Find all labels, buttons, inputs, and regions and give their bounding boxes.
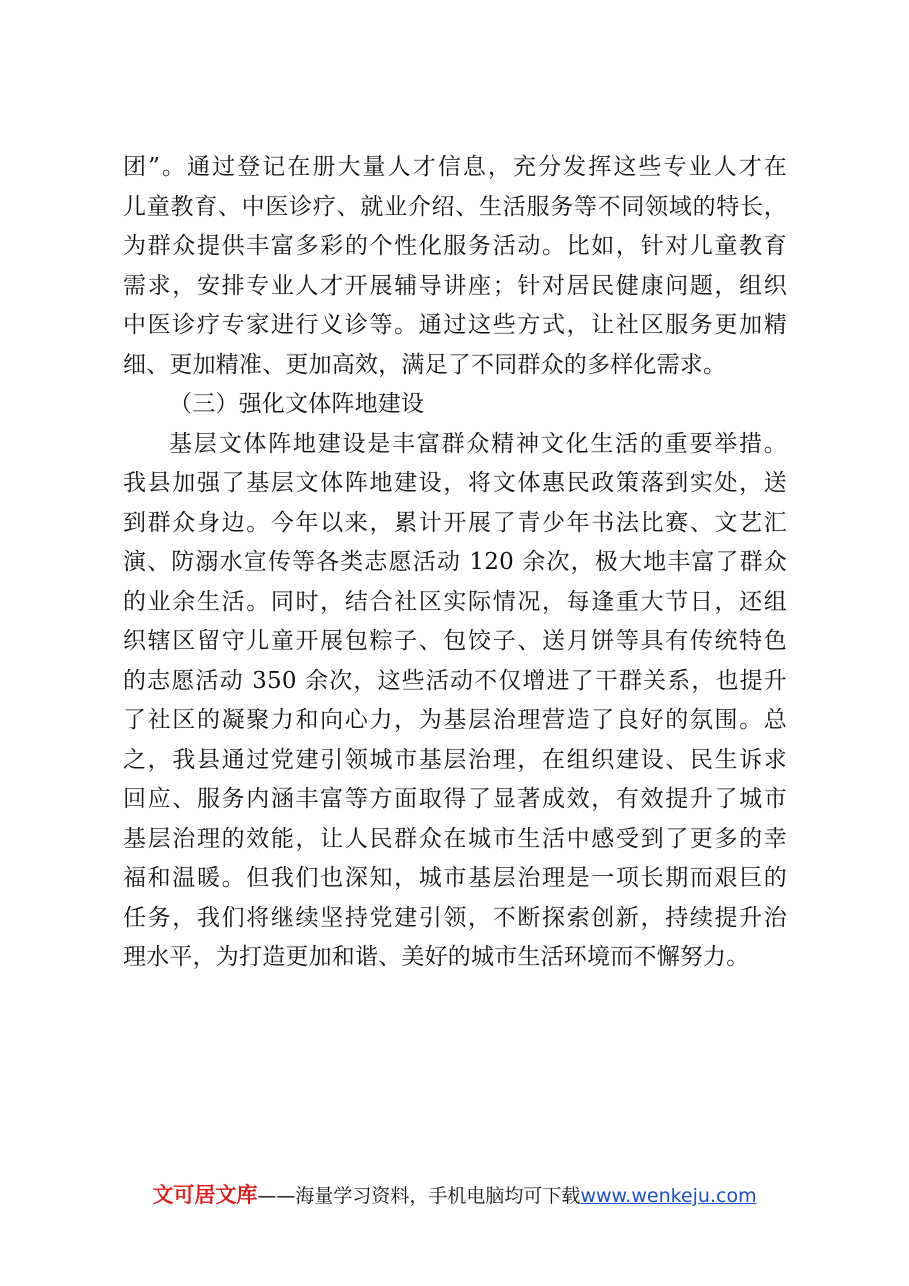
text-line: 基层治理的效能，让人民群众在城市生活中感受到了更多的幸 (123, 825, 787, 852)
text-line: 之，我县通过党建引领城市基层治理，在组织建设、民生诉求 (123, 746, 787, 773)
footer-brand: 文可居文库 (152, 1183, 258, 1207)
text-line: 中医诊疗专家进行义诊等。通过这些方式，让社区服务更加精 (123, 312, 787, 338)
paragraph-talent-services (123, 148, 787, 385)
text-line: 织辖区留守儿童开展包粽子、包饺子、送月饼等具有传统特色 (123, 628, 787, 654)
text-line: 需求，安排专业人才开展辅导讲座；针对居民健康问题，组织 (123, 272, 787, 299)
text-line: 的志愿活动 350 余次，这些活动不仅增进了干群关系，也提升 (123, 667, 787, 694)
text-line: 福和温暖。但我们也深知，城市基层治理是一项长期而艰巨的 (123, 865, 787, 891)
text-line: 到群众身边。今年以来，累计开展了青少年书法比赛、文艺汇 (123, 509, 787, 536)
text-line: 理水平，为打造更加和谐、美好的城市生活环境而不懈努力。 (123, 944, 750, 970)
text-line: 我县加强了基层文体阵地建设，将文体惠民政策落到实处，送 (123, 470, 787, 496)
footer-banner (0, 1181, 909, 1210)
footer-link[interactable]: www.wenkeju.com (580, 1185, 757, 1207)
text-line: 为群众提供丰富多彩的个性化服务活动。比如，针对儿童教育 (123, 233, 787, 259)
section-heading: （三）强化文体阵地建设 (169, 391, 425, 417)
text-line: 任务，我们将继续坚持党建引领，不断探索创新，持续提升治 (123, 904, 787, 931)
text-line: 细、更加精准、更加高效，满足了不同群众的多样化需求。 (123, 351, 727, 378)
text-line: 的业余生活。同时，结合社区实际情况，每逢重大节日，还组 (123, 588, 787, 615)
text-line: 回应、服务内涵丰富等方面取得了显著成效，有效提升了城市 (123, 786, 787, 812)
footer-tagline: ——海量学习资料，手机电脑均可下载 (257, 1185, 581, 1207)
text-line: 基层文体阵地建设是丰富群众精神文化生活的重要举措。 (169, 430, 787, 457)
paragraph-cultural-sports (123, 425, 787, 978)
document-body (123, 148, 787, 978)
text-line: 团”。通过登记在册大量人才信息，充分发挥这些专业人才在 (123, 154, 787, 180)
text-line: 儿童教育、中医诊疗、就业介绍、生活服务等不同领域的特长， (123, 193, 787, 220)
text-line: 了社区的凝聚力和向心力，为基层治理营造了良好的氛围。总 (123, 707, 787, 733)
text-line: 演、防溺水宣传等各类志愿活动 120 余次，极大地丰富了群众 (123, 549, 787, 575)
